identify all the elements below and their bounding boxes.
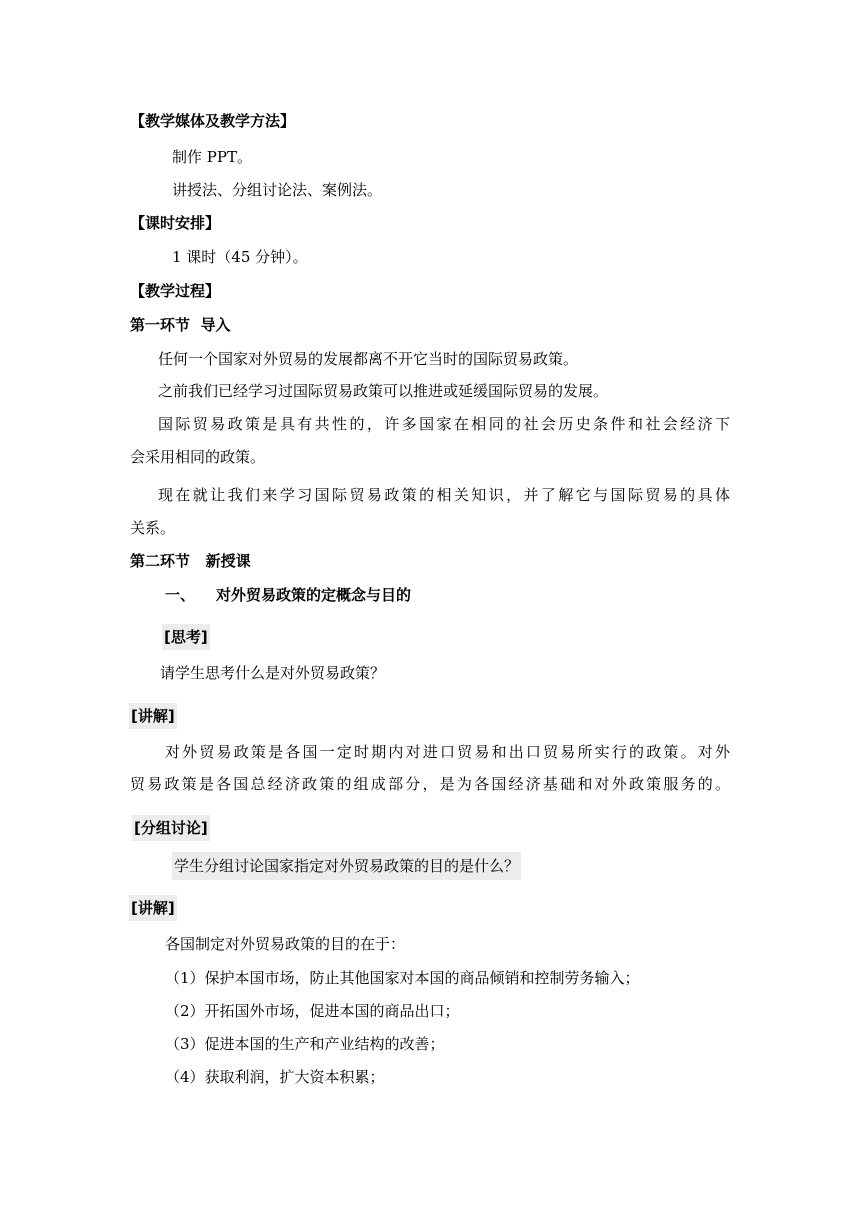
schedule-heading: 【课时安排】 xyxy=(130,214,221,232)
step2-heading: 第二环节 新授课 xyxy=(130,552,251,570)
step1-paragraph-4-line-1 xyxy=(0,478,860,512)
media-text-1: 制作 PPT。 xyxy=(172,148,252,166)
media-line-1 xyxy=(0,140,860,174)
explain-line-2 xyxy=(0,767,860,801)
media-heading: 【教学媒体及教学方法】 xyxy=(130,112,296,130)
purpose-item-4: （4）获取利润，扩大资本积累； xyxy=(165,1068,385,1086)
think-text-line xyxy=(0,656,860,690)
media-text-2: 讲授法、分组讨论法、案例法。 xyxy=(172,181,383,199)
purpose-item xyxy=(0,961,860,995)
think-text: 请学生思考什么是对外贸易政策？ xyxy=(160,664,386,682)
step1-text-2: 之前我们已经学习过国际贸易政策可以推进或延缓国际贸易的发展。 xyxy=(158,382,609,400)
process-heading-line xyxy=(0,274,860,308)
explain-tag: [讲解] xyxy=(129,703,177,729)
explain2-tag-line xyxy=(0,889,860,923)
subsection-number: 一、 xyxy=(165,586,196,604)
step1-text-3a: 国际贸易政策是具有共性的，许多国家在相同的社会历史条件和社会经济下 xyxy=(158,415,730,433)
purpose-intro: 各国制定对外贸易政策的目的在于： xyxy=(165,935,406,953)
explain-line-1 xyxy=(0,735,860,769)
purpose-intro-line xyxy=(0,927,860,961)
step1-text-4a: 现在就让我们来学习国际贸易政策的相关知识，并了解它与国际贸易的具体 xyxy=(158,486,730,504)
think-tag-line xyxy=(0,618,860,652)
explain-text-1: 对外贸易政策是各国一定时期内对进口贸易和出口贸易所实行的政策。对外 xyxy=(165,743,730,761)
schedule-heading-line xyxy=(0,206,860,240)
purpose-item-2: （2）开拓国外市场，促进本国的商品出口； xyxy=(165,1002,460,1020)
step1-heading: 第一环节 导入 xyxy=(130,316,231,334)
purpose-item-1: （1）保护本国市场，防止其他国家对本国的商品倾销和控制劳务输入； xyxy=(165,969,640,987)
subsection-heading-line xyxy=(0,578,860,612)
step1-text-1: 任何一个国家对外贸易的发展都离不开它当时的国际贸易政策。 xyxy=(158,350,579,368)
explain-text-2: 贸易政策是各国总经济政策的组成部分，是为各国经济基础和对外政策服务的。 xyxy=(130,775,730,793)
think-tag: [思考] xyxy=(162,624,210,650)
step1-text-4b: 关系。 xyxy=(130,519,176,537)
purpose-item-3: （3）促进本国的生产和产业结构的改善； xyxy=(165,1035,445,1053)
discuss-tag: [分组讨论] xyxy=(132,815,210,841)
step1-paragraph-2 xyxy=(0,374,860,408)
process-heading: 【教学过程】 xyxy=(130,282,221,300)
step1-paragraph-3-line-2 xyxy=(0,440,860,474)
discuss-text-line xyxy=(0,847,860,881)
purpose-item xyxy=(0,994,860,1028)
step1-paragraph-3-line-1 xyxy=(0,407,860,441)
step1-paragraph-4-line-2 xyxy=(0,511,860,545)
explain-tag-line xyxy=(0,697,860,731)
schedule-text: 1 课时（45 分钟）。 xyxy=(172,248,308,266)
media-heading-line xyxy=(0,104,860,138)
purpose-item xyxy=(0,1027,860,1061)
purpose-item xyxy=(0,1060,860,1094)
media-line-2 xyxy=(0,173,860,207)
step2-heading-line xyxy=(0,544,860,578)
step1-heading-line xyxy=(0,308,860,342)
subsection-title: 对外贸易政策的定概念与目的 xyxy=(216,586,412,604)
discuss-text: 学生分组讨论国家指定对外贸易政策的目的是什么？ xyxy=(172,852,521,880)
discuss-tag-line xyxy=(0,809,860,843)
step1-text-3b: 会采用相同的政策。 xyxy=(130,448,266,466)
schedule-line xyxy=(0,240,860,274)
step1-paragraph-1 xyxy=(0,342,860,376)
explain2-tag: [讲解] xyxy=(129,895,177,921)
